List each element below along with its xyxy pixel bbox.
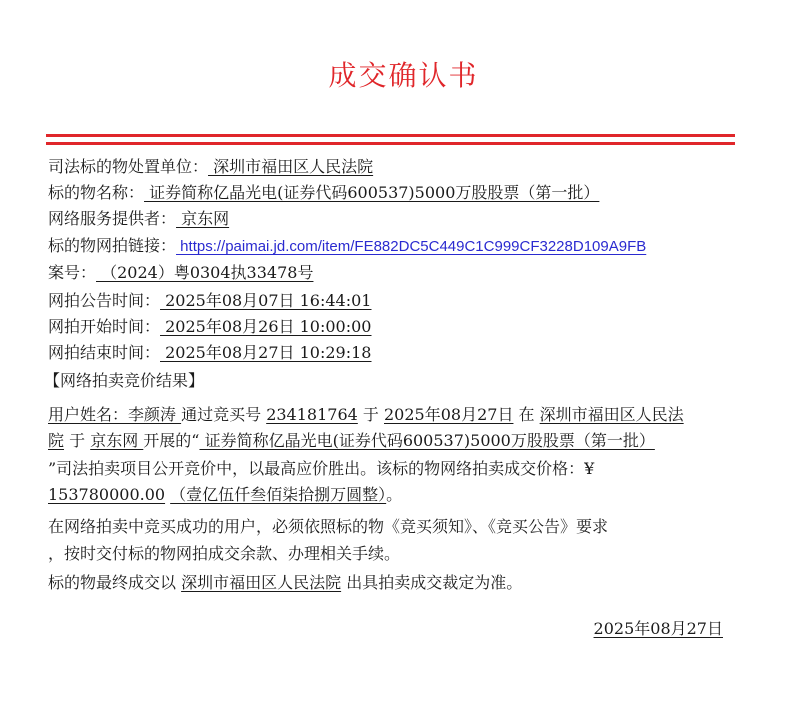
result-line-2 — [48, 428, 738, 454]
field-value: 2025年08月26日 10:00:00 — [160, 317, 372, 336]
field-value: 2025年08月27日 10:29:18 — [160, 343, 372, 362]
court-name: 深圳市福田区人民法院 — [181, 573, 342, 592]
header-rule-bottom — [46, 142, 735, 145]
field-disposal-unit — [48, 154, 373, 180]
result-heading: 【网络拍卖竞价结果】 — [44, 371, 205, 390]
field-case-number — [48, 260, 313, 286]
text-fragment: 通过竞买号 — [181, 405, 267, 424]
deal-price-uppercase: （壹亿伍仟叁佰柒拾捌万圆整） — [170, 485, 387, 504]
notice-line-1: 在网络拍卖中竞买成功的用户，必须依照标的物《竞买须知》、《竞买公告》要求 — [48, 517, 609, 536]
text-fragment: 于 — [64, 431, 91, 450]
field-label: 司法标的物处置单位： — [48, 157, 209, 176]
winner-name: 用户姓名：李颜涛 — [48, 405, 182, 424]
provider-name: 京东网 — [90, 431, 144, 450]
field-label: 网络服务提供者： — [48, 209, 177, 228]
result-line-4 — [48, 482, 738, 508]
text-fragment: 开展的“ — [143, 431, 200, 450]
notice-line-2: ，按时交付标的物网拍成交余款、办理相关手续。 — [48, 544, 401, 563]
field-value: 2025年08月07日 16:44:01 — [160, 291, 372, 310]
auction-link[interactable]: https://paimai.jd.com/item/FE882DC5C449C1C999CF3228D109A9FB — [176, 238, 647, 255]
result-line-3: ”司法拍卖项目公开竞价中，以最高应价胜出。该标的物网络拍卖成交价格：¥ — [48, 459, 595, 478]
text-fragment: 在 — [513, 405, 540, 424]
field-value: （2024）粤0304执33478号 — [96, 263, 314, 282]
deal-date: 2025年08月27日 — [384, 405, 514, 424]
text-fragment: 出具拍卖成交裁定为准。 — [341, 573, 523, 592]
field-label: 标的物网拍链接： — [48, 236, 177, 255]
court-name-cont: 院 — [48, 431, 65, 450]
field-announce-time — [48, 288, 372, 314]
field-end-time — [48, 340, 372, 366]
text-fragment: 标的物最终成交以 — [48, 573, 182, 592]
court-name: 深圳市福田区人民法 — [539, 405, 684, 424]
field-auction-link — [48, 233, 646, 260]
field-item-name — [48, 180, 599, 206]
header-rule-top — [46, 134, 735, 137]
bid-number: 234181764 — [266, 405, 358, 424]
field-label: 网拍结束时间： — [48, 343, 161, 362]
deal-price: 153780000.00 — [48, 485, 166, 504]
notice-line-3 — [48, 570, 738, 596]
text-fragment: 。 — [386, 485, 403, 504]
text-fragment: 于 — [357, 405, 384, 424]
field-value: 证券简称亿晶光电(证券代码600537)5000万股股票（第一批） — [144, 183, 600, 202]
field-label: 网拍公告时间： — [48, 291, 161, 310]
document-title: 成交确认书 — [328, 59, 479, 92]
field-label: 标的物名称： — [48, 183, 145, 202]
field-label: 案号： — [48, 263, 97, 282]
field-value: 京东网 — [176, 209, 230, 228]
item-name: 证券简称亿晶光电(证券代码600537)5000万股股票（第一批） — [199, 431, 655, 450]
field-start-time — [48, 314, 372, 340]
field-service-provider — [48, 206, 229, 232]
field-label: 网拍开始时间： — [48, 317, 161, 336]
result-line-1 — [48, 402, 738, 428]
signature-date: 2025年08月27日 — [593, 619, 723, 638]
field-value: 深圳市福田区人民法院 — [208, 157, 374, 176]
